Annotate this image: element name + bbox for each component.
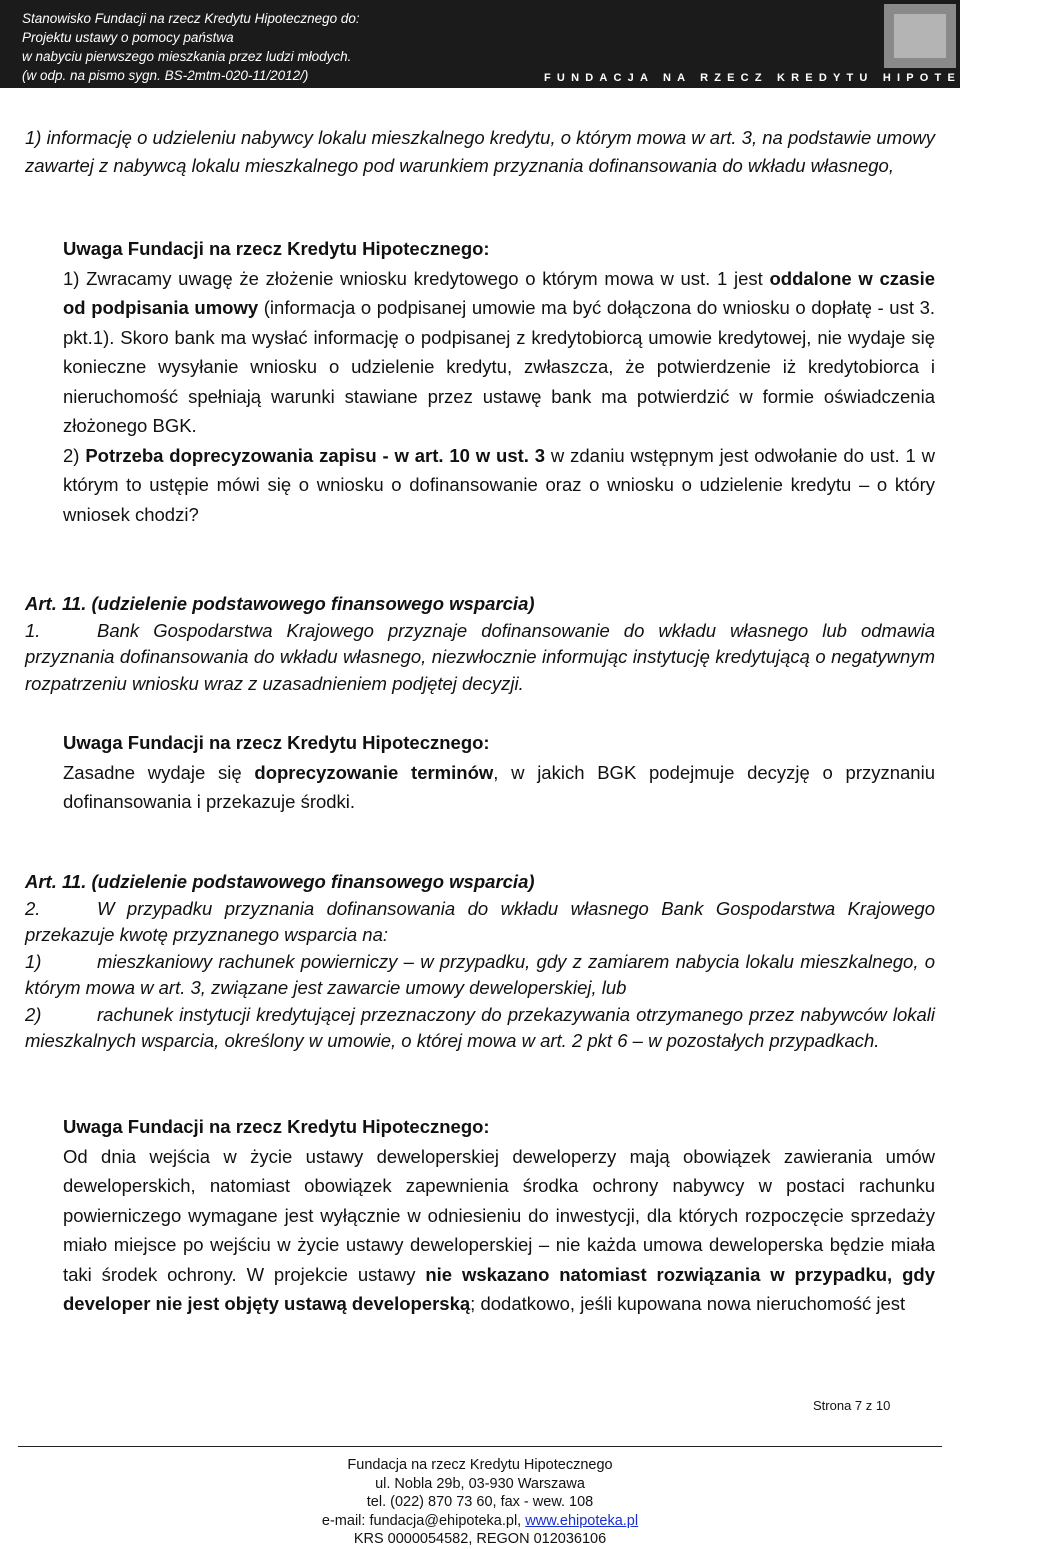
art2-item2 [25, 1002, 935, 1055]
footer-website-link[interactable]: www.ehipoteka.pl [525, 1512, 639, 1529]
art2-body: W przypadku przyznania dofinansowania do wkładu własnego Bank Gospodarstwa Krajowego przekazuje kwotę przyznanego wsparcia na: [25, 897, 935, 945]
document-header [0, 0, 1045, 88]
note1-p2-text-a: 2) [63, 444, 86, 466]
footer-address: ul. Nobla 29b, 03-930 Warszawa [375, 1475, 585, 1492]
art2-item2-text: rachunek instytucji kredytującej przeznaczony do przekazywania otrzymanego przez nabywców lokali mieszkalnych wsparcia, określony w umowie, o której mowa w art. 2 pkt 6 – w pozostałych przypadkach. [25, 1003, 935, 1051]
note1-p1-text-c: (informacja o podpisanej umowie ma być dołączona do wniosku o dopłatę - ust 3. pkt.1). Skoro bank ma wysłać informację o podpisanej z kredytobiorcą umowie kredytowej, nie wydaje się konieczne wysyłanie wniosku o udzielenie kredytu, zwłaszcza, że potwierdzenie iż kredytobiorca i nieruchomość spełniają warunki stawiane przez ustawę bank ma potwierdzić w formie oświadczenia złożonego BGK. [63, 297, 935, 436]
footer-registry: KRS 0000054582, REGON 012036106 [353, 1531, 607, 1548]
note2-text-a: Zasadne wydaje się [63, 761, 255, 783]
note2-heading: Uwaga Fundacji na rzecz Kredytu Hipotecznego: [63, 732, 490, 753]
header-line-1: Stanowisko Fundacji na rzecz Kredytu Hipotecznego do: [22, 11, 360, 26]
section-block1 [25, 124, 935, 179]
article-11-2 [25, 869, 935, 1055]
art1-title: Art. 11. (udzielenie podstawowego finansowego wsparcia) [25, 593, 535, 614]
note2-text-bold: doprecyzowanie terminów [254, 761, 494, 783]
note3-text-bold: nie wskazano natomiast rozwiązania w przypadku, gdy developer nie jest objęty ustawą developerską [63, 1263, 935, 1314]
footer-org-name: Fundacja na rzecz Kredytu Hipotecznego [347, 1457, 613, 1473]
note1 [25, 234, 935, 529]
page-number: Strona 7 z 10 [813, 1398, 891, 1413]
note3 [25, 1112, 935, 1319]
note1-paragraph2 [63, 441, 935, 530]
footer-phone: tel. (022) 870 73 60, fax - wew. 108 [366, 1494, 594, 1511]
note1-paragraph1 [63, 264, 935, 441]
note2-paragraph [63, 758, 935, 817]
art2-title: Art. 11. (udzielenie podstawowego finansowego wsparcia) [25, 871, 535, 892]
note1-p1-text-bold: oddalone w czasie od podpisania umowy [63, 267, 936, 318]
foundation-logo-text: FUNDACJA NA RZECZ KREDYTU HIPOTECZNEGO [544, 72, 1045, 84]
note1-p2-text-bold: Potrzeba doprecyzowania zapisu - w art. 10 w ust. 3 [85, 444, 546, 466]
note2 [25, 728, 935, 817]
note3-text-c: ; dodatkowo, jeśli kupowana nowa nieruchomość jest [470, 1293, 906, 1314]
note1-p1-text-a: 1) Zwracamy uwagę że złożenie wniosku kredytowego o którym mowa w ust. 1 jest [63, 267, 770, 289]
art1-text [25, 618, 935, 698]
footer-email: e-mail: fundacja@ehipoteka.pl, [321, 1512, 526, 1529]
header-line-2: Projektu ustawy o pomocy państwa [22, 30, 234, 45]
art2-item2-number: 2) [25, 1003, 42, 1025]
note3-paragraph [63, 1142, 935, 1319]
art1-body: Bank Gospodarstwa Krajowego przyznaje dofinansowanie do wkładu własnego lub odmawia przyznania dofinansowania do wkładu własnego, niezwłocznie informując instytucję kredytującą o negatywnym rozpatrzeniu wniosku wraz z uzasadnieniem podjętej decyzji. [25, 619, 935, 694]
art2-text [25, 896, 935, 949]
document-footer [0, 1456, 960, 1549]
note1-p2-text-c: w zdaniu wstępnym jest odwołanie do ust. 1 w którym to ustępie mówi się o wniosku o dofinansowanie oraz o wniosku o udzielenie kredytu – o który wniosek chodzi? [63, 444, 936, 525]
note2-text-c: , w jakich BGK podejmuje decyzję o przyznaniu dofinansowania i przekazuje środki. [63, 761, 935, 812]
header-line-4: (w odp. na pismo sygn. BS-2mtm-020-11/2012/) [22, 68, 309, 83]
note1-heading: Uwaga Fundacji na rzecz Kredytu Hipotecznego: [63, 238, 490, 259]
note3-heading: Uwaga Fundacji na rzecz Kredytu Hipotecznego: [63, 1116, 490, 1137]
art2-item1-number: 1) [25, 950, 42, 972]
header-line-3: w nabyciu pierwszego mieszkania przez ludzi młodych. [22, 49, 352, 64]
block1-item1: 1) informację o udzieleniu nabywcy lokalu mieszkalnego kredytu, o którym mowa w art. 3, na podstawie umowy zawartej z nabywcą lokalu mieszkalnego pod warunkiem przyznania dofinansowania do wkładu własnego, [25, 127, 935, 176]
article-11-1 [25, 591, 935, 697]
note3-text-a: Od dnia wejścia w życie ustawy deweloperskiej deweloperzy mają obowiązek zawierania umów deweloperskich, natomiast obowiązek zapewnienia środka ochrony nabywcy w postaci rachunku powierniczego wymagane jest wyłącznie w odniesieniu do inwestycji, dla których rozpoczęcie sprzedaży miało miejsce po wejściu w życie ustawy deweloperskiej – nie każda umowa deweloperska będzie miała taki środek ochrony. W projekcie ustawy [63, 1145, 935, 1285]
header-text [22, 9, 360, 85]
art2-number: 2. [25, 897, 41, 919]
foundation-logo-icon [884, 4, 956, 68]
art2-item1-text: mieszkaniowy rachunek powierniczy – w przypadku, gdy z zamiarem nabycia lokalu mieszkalnego, o którym mowa w art. 3, związane jest zawarcie umowy deweloperskiej, lub [25, 950, 935, 998]
art2-item1 [25, 949, 935, 1002]
footer-divider [18, 1446, 942, 1447]
footer-email-line [0, 1512, 960, 1531]
art1-number: 1. [25, 619, 41, 641]
